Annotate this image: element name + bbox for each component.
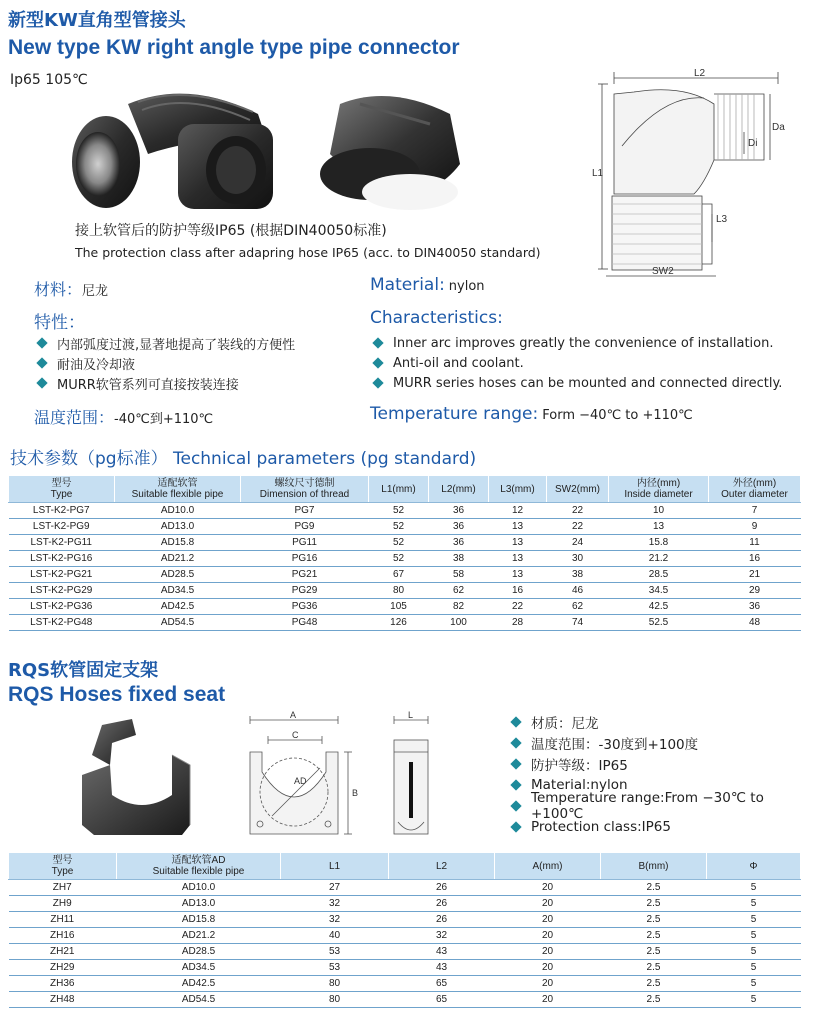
table-row xyxy=(9,880,801,896)
table-cell: 26 xyxy=(389,912,495,928)
features-en-list xyxy=(374,333,782,393)
dim-label-l2: L2 xyxy=(694,68,706,79)
temp-en-value: Form −40℃ to +110℃ xyxy=(542,408,693,423)
table-cell: 11 xyxy=(709,535,801,551)
table-cell: 36 xyxy=(429,503,489,519)
table-cell: AD15.8 xyxy=(115,535,241,551)
table-cell: 36 xyxy=(429,519,489,535)
table-cell: AD21.2 xyxy=(115,551,241,567)
table-row xyxy=(9,615,801,631)
table-cell: AD42.5 xyxy=(115,599,241,615)
table-cell: 5 xyxy=(707,896,801,912)
table-cell: 65 xyxy=(389,976,495,992)
table-cell: 20 xyxy=(495,896,601,912)
list-item: 耐油及冷却液 xyxy=(38,353,295,373)
diamond-bullet-icon xyxy=(510,821,521,832)
list-item: Temperature range:From −30℃ to +100℃ xyxy=(512,795,816,816)
seat-dimension-drawing xyxy=(242,712,360,846)
table-cell: 21.2 xyxy=(609,551,709,567)
table-cell: 15.8 xyxy=(609,535,709,551)
table-cell: 22 xyxy=(547,519,609,535)
column-header: 型号 Type xyxy=(9,476,115,503)
table-cell: 2.5 xyxy=(601,912,707,928)
seat-table-body xyxy=(9,880,801,1008)
table-cell: 20 xyxy=(495,928,601,944)
table-row xyxy=(9,992,801,1008)
table-cell: 62 xyxy=(547,599,609,615)
diamond-bullet-icon xyxy=(372,357,383,368)
table-cell: 2.5 xyxy=(601,896,707,912)
list-item: Protection class:IP65 xyxy=(512,816,816,837)
table-cell: 27 xyxy=(281,880,389,896)
table-cell: 80 xyxy=(369,583,429,599)
table-cell: ZH21 xyxy=(9,944,117,960)
table-cell: 53 xyxy=(281,960,389,976)
column-header: 螺纹尺寸德制 Dimension of thread xyxy=(241,476,369,503)
table-row xyxy=(9,960,801,976)
table-cell: 80 xyxy=(281,976,389,992)
dim-label-l3: L3 xyxy=(716,214,728,225)
params-title: 技术参数（pg标准） Technical parameters (pg standard) xyxy=(10,449,477,469)
column-header: 内径(mm) Inside diameter xyxy=(609,476,709,503)
table-cell: 26 xyxy=(389,896,495,912)
table-cell: LST-K2-PG9 xyxy=(9,519,115,535)
table-row xyxy=(9,583,801,599)
diamond-bullet-icon xyxy=(510,758,521,769)
list-item: MURR软管系列可直接按装连接 xyxy=(38,373,295,393)
table-cell: AD13.0 xyxy=(115,519,241,535)
table-cell: AD15.8 xyxy=(117,912,281,928)
table-cell: 13 xyxy=(489,519,547,535)
table-cell: 16 xyxy=(489,583,547,599)
table-cell: 7 xyxy=(709,503,801,519)
table-cell: 2.5 xyxy=(601,928,707,944)
section1-title-en: New type KW right angle type pipe connector xyxy=(8,36,460,59)
diamond-bullet-icon xyxy=(372,377,383,388)
table-row xyxy=(9,896,801,912)
parameters-table xyxy=(8,475,801,631)
table-cell: ZH29 xyxy=(9,960,117,976)
table-cell: 13 xyxy=(489,535,547,551)
table-cell: 22 xyxy=(547,503,609,519)
table-cell: ZH36 xyxy=(9,976,117,992)
table-cell: 32 xyxy=(389,928,495,944)
section2-title-cn: RQS软管固定支架 xyxy=(8,660,159,681)
column-header: 型号 Type xyxy=(9,853,117,880)
table-cell: 65 xyxy=(389,992,495,1008)
table-cell: 20 xyxy=(495,992,601,1008)
table-cell: 52 xyxy=(369,551,429,567)
parameters-table-body xyxy=(9,503,801,631)
table-cell: 32 xyxy=(281,896,389,912)
table-cell: 5 xyxy=(707,944,801,960)
table-cell: ZH9 xyxy=(9,896,117,912)
features-cn-list xyxy=(38,333,295,393)
dim-label-ad: AD xyxy=(294,776,307,786)
column-header: Φ xyxy=(707,853,801,880)
table-cell: 100 xyxy=(429,615,489,631)
table-cell: PG7 xyxy=(241,503,369,519)
table-cell: 5 xyxy=(707,928,801,944)
table-cell: 32 xyxy=(281,912,389,928)
diamond-bullet-icon xyxy=(510,800,521,811)
diamond-bullet-icon xyxy=(510,779,521,790)
table-cell: 43 xyxy=(389,944,495,960)
column-header: L3(mm) xyxy=(489,476,547,503)
table-cell: ZH7 xyxy=(9,880,117,896)
dim-label-a: A xyxy=(290,710,297,720)
table-cell: LST-K2-PG16 xyxy=(9,551,115,567)
column-header: L2(mm) xyxy=(429,476,489,503)
table-cell: 53 xyxy=(281,944,389,960)
table-cell: 9 xyxy=(709,519,801,535)
table-cell: LST-K2-PG7 xyxy=(9,503,115,519)
table-cell: AD54.5 xyxy=(117,992,281,1008)
dim-label-l1: L1 xyxy=(592,168,604,179)
list-item: Material:nylon xyxy=(512,774,816,795)
connector-photo-front xyxy=(68,84,298,214)
table-cell: 29 xyxy=(709,583,801,599)
table-cell: 2.5 xyxy=(601,944,707,960)
list-item: 内部弧度过渡,显著地提高了装线的方便性 xyxy=(38,333,295,353)
seat-table xyxy=(8,852,801,1008)
dim-label-l: L xyxy=(408,710,414,720)
table-cell: AD21.2 xyxy=(117,928,281,944)
column-header: 外径(mm) Outer diameter xyxy=(709,476,801,503)
table-cell: 16 xyxy=(709,551,801,567)
table-cell: ZH11 xyxy=(9,912,117,928)
table-cell: LST-K2-PG29 xyxy=(9,583,115,599)
table-cell: 20 xyxy=(495,960,601,976)
table-cell: 36 xyxy=(709,599,801,615)
table-cell: LST-K2-PG11 xyxy=(9,535,115,551)
diamond-bullet-icon xyxy=(36,377,47,388)
diamond-bullet-icon xyxy=(372,337,383,348)
table-cell: 20 xyxy=(495,944,601,960)
table-cell: AD28.5 xyxy=(115,567,241,583)
table-row xyxy=(9,503,801,519)
table-cell: 52.5 xyxy=(609,615,709,631)
table-cell: PG48 xyxy=(241,615,369,631)
table-cell: AD34.5 xyxy=(115,583,241,599)
table-cell: 28.5 xyxy=(609,567,709,583)
diamond-bullet-icon xyxy=(36,337,47,348)
table-cell: 38 xyxy=(547,567,609,583)
table-cell: LST-K2-PG21 xyxy=(9,567,115,583)
table-cell: 5 xyxy=(707,912,801,928)
table-cell: 10 xyxy=(609,503,709,519)
dim-label-da: Da xyxy=(772,122,785,133)
features-en-title: Characteristics: xyxy=(370,308,503,328)
seat-specs-list xyxy=(512,711,816,837)
table-cell: 2.5 xyxy=(601,960,707,976)
dim-label-b: B xyxy=(352,788,359,798)
table-cell: 82 xyxy=(429,599,489,615)
material-en-value: nylon xyxy=(448,279,485,294)
table-row xyxy=(9,519,801,535)
material-cn xyxy=(34,277,108,300)
table-cell: PG36 xyxy=(241,599,369,615)
table-row xyxy=(9,535,801,551)
diamond-bullet-icon xyxy=(36,357,47,368)
table-cell: 5 xyxy=(707,976,801,992)
connector-dimension-drawing xyxy=(594,64,794,288)
table-cell: LST-K2-PG48 xyxy=(9,615,115,631)
list-item: Anti-oil and coolant. xyxy=(374,353,782,373)
table-cell: 48 xyxy=(709,615,801,631)
table-cell: 74 xyxy=(547,615,609,631)
temp-en-label: Temperature range: xyxy=(370,404,539,424)
column-header: 适配软管 Suitable flexible pipe xyxy=(115,476,241,503)
section1-title-cn: 新型KW直角型管接头 xyxy=(8,10,186,31)
table-row xyxy=(9,912,801,928)
column-header: L1 xyxy=(281,853,389,880)
rating-text: Ip65 105℃ xyxy=(10,72,88,88)
column-header: B(mm) xyxy=(601,853,707,880)
table-cell: 12 xyxy=(489,503,547,519)
table-cell: 28 xyxy=(489,615,547,631)
seat-photo xyxy=(72,715,202,840)
dim-label-sw2: SW2 xyxy=(652,266,674,277)
table-row xyxy=(9,599,801,615)
connector-photo-angle xyxy=(310,84,470,214)
table-cell: 20 xyxy=(495,880,601,896)
material-cn-label: 材料： xyxy=(34,280,83,299)
table-cell: 42.5 xyxy=(609,599,709,615)
table-cell: PG29 xyxy=(241,583,369,599)
table-cell: 20 xyxy=(495,976,601,992)
dim-label-di: Di xyxy=(748,138,758,149)
table-header-row xyxy=(9,476,801,503)
table-cell: 36 xyxy=(429,535,489,551)
table-cell: PG16 xyxy=(241,551,369,567)
list-item: 温度范围：-30度到+100度 xyxy=(512,732,816,753)
table-cell: 126 xyxy=(369,615,429,631)
table-header-row xyxy=(9,853,801,880)
column-header: A(mm) xyxy=(495,853,601,880)
table-cell: AD10.0 xyxy=(117,880,281,896)
table-cell: 21 xyxy=(709,567,801,583)
table-cell: 52 xyxy=(369,535,429,551)
table-cell: 2.5 xyxy=(601,976,707,992)
caption-en: The protection class after adapring hose IP65 (acc. to DIN40050 standard) xyxy=(75,245,541,260)
section2-title-en: RQS Hoses fixed seat xyxy=(8,683,226,706)
table-cell: ZH48 xyxy=(9,992,117,1008)
table-cell: 13 xyxy=(609,519,709,535)
table-row xyxy=(9,551,801,567)
table-cell: LST-K2-PG36 xyxy=(9,599,115,615)
table-cell: 30 xyxy=(547,551,609,567)
table-cell: 26 xyxy=(389,880,495,896)
table-cell: AD54.5 xyxy=(115,615,241,631)
list-item: Inner arc improves greatly the convenience of installation. xyxy=(374,333,782,353)
table-cell: 34.5 xyxy=(609,583,709,599)
list-item: 材质：尼龙 xyxy=(512,711,816,732)
temp-cn-label: 温度范围： xyxy=(34,408,115,427)
table-cell: 5 xyxy=(707,880,801,896)
list-item: 防护等级：IP65 xyxy=(512,753,816,774)
table-cell: 5 xyxy=(707,960,801,976)
features-cn-title: 特性： xyxy=(34,313,85,333)
list-item: MURR series hoses can be mounted and connected directly. xyxy=(374,373,782,393)
table-cell: AD28.5 xyxy=(117,944,281,960)
table-cell: 52 xyxy=(369,503,429,519)
table-cell: 105 xyxy=(369,599,429,615)
material-cn-value: 尼龙 xyxy=(82,284,109,299)
table-cell: 67 xyxy=(369,567,429,583)
table-cell: 58 xyxy=(429,567,489,583)
seat-side-drawing xyxy=(386,712,436,846)
table-cell: 52 xyxy=(369,519,429,535)
table-cell: PG21 xyxy=(241,567,369,583)
table-cell: 43 xyxy=(389,960,495,976)
table-cell: 13 xyxy=(489,567,547,583)
table-row xyxy=(9,928,801,944)
diamond-bullet-icon xyxy=(510,716,521,727)
table-cell: 13 xyxy=(489,551,547,567)
caption-cn: 接上软管后的防护等级IP65 (根据DIN40050标准) xyxy=(75,223,387,239)
table-cell: 40 xyxy=(281,928,389,944)
table-cell: 24 xyxy=(547,535,609,551)
table-cell: ZH16 xyxy=(9,928,117,944)
column-header: L1(mm) xyxy=(369,476,429,503)
material-en-label: Material: xyxy=(370,275,445,295)
table-row xyxy=(9,567,801,583)
dim-label-c: C xyxy=(292,730,299,740)
table-cell: 80 xyxy=(281,992,389,1008)
column-header: 适配软管AD Suitable flexible pipe xyxy=(117,853,281,880)
column-header: SW2(mm) xyxy=(547,476,609,503)
table-cell: AD13.0 xyxy=(117,896,281,912)
temp-cn-value: -40℃到+110℃ xyxy=(114,412,214,427)
table-cell: AD10.0 xyxy=(115,503,241,519)
temperature-cn xyxy=(34,405,213,428)
column-header: L2 xyxy=(389,853,495,880)
diamond-bullet-icon xyxy=(510,737,521,748)
table-cell: 46 xyxy=(547,583,609,599)
table-cell: AD42.5 xyxy=(117,976,281,992)
table-cell: PG11 xyxy=(241,535,369,551)
table-cell: 22 xyxy=(489,599,547,615)
table-cell: 62 xyxy=(429,583,489,599)
table-cell: 38 xyxy=(429,551,489,567)
temperature-en xyxy=(370,404,693,424)
table-cell: 5 xyxy=(707,992,801,1008)
table-row xyxy=(9,976,801,992)
material-en xyxy=(370,275,485,295)
table-row xyxy=(9,944,801,960)
table-cell: 2.5 xyxy=(601,992,707,1008)
table-cell: AD34.5 xyxy=(117,960,281,976)
table-cell: PG9 xyxy=(241,519,369,535)
table-cell: 2.5 xyxy=(601,880,707,896)
table-cell: 20 xyxy=(495,912,601,928)
